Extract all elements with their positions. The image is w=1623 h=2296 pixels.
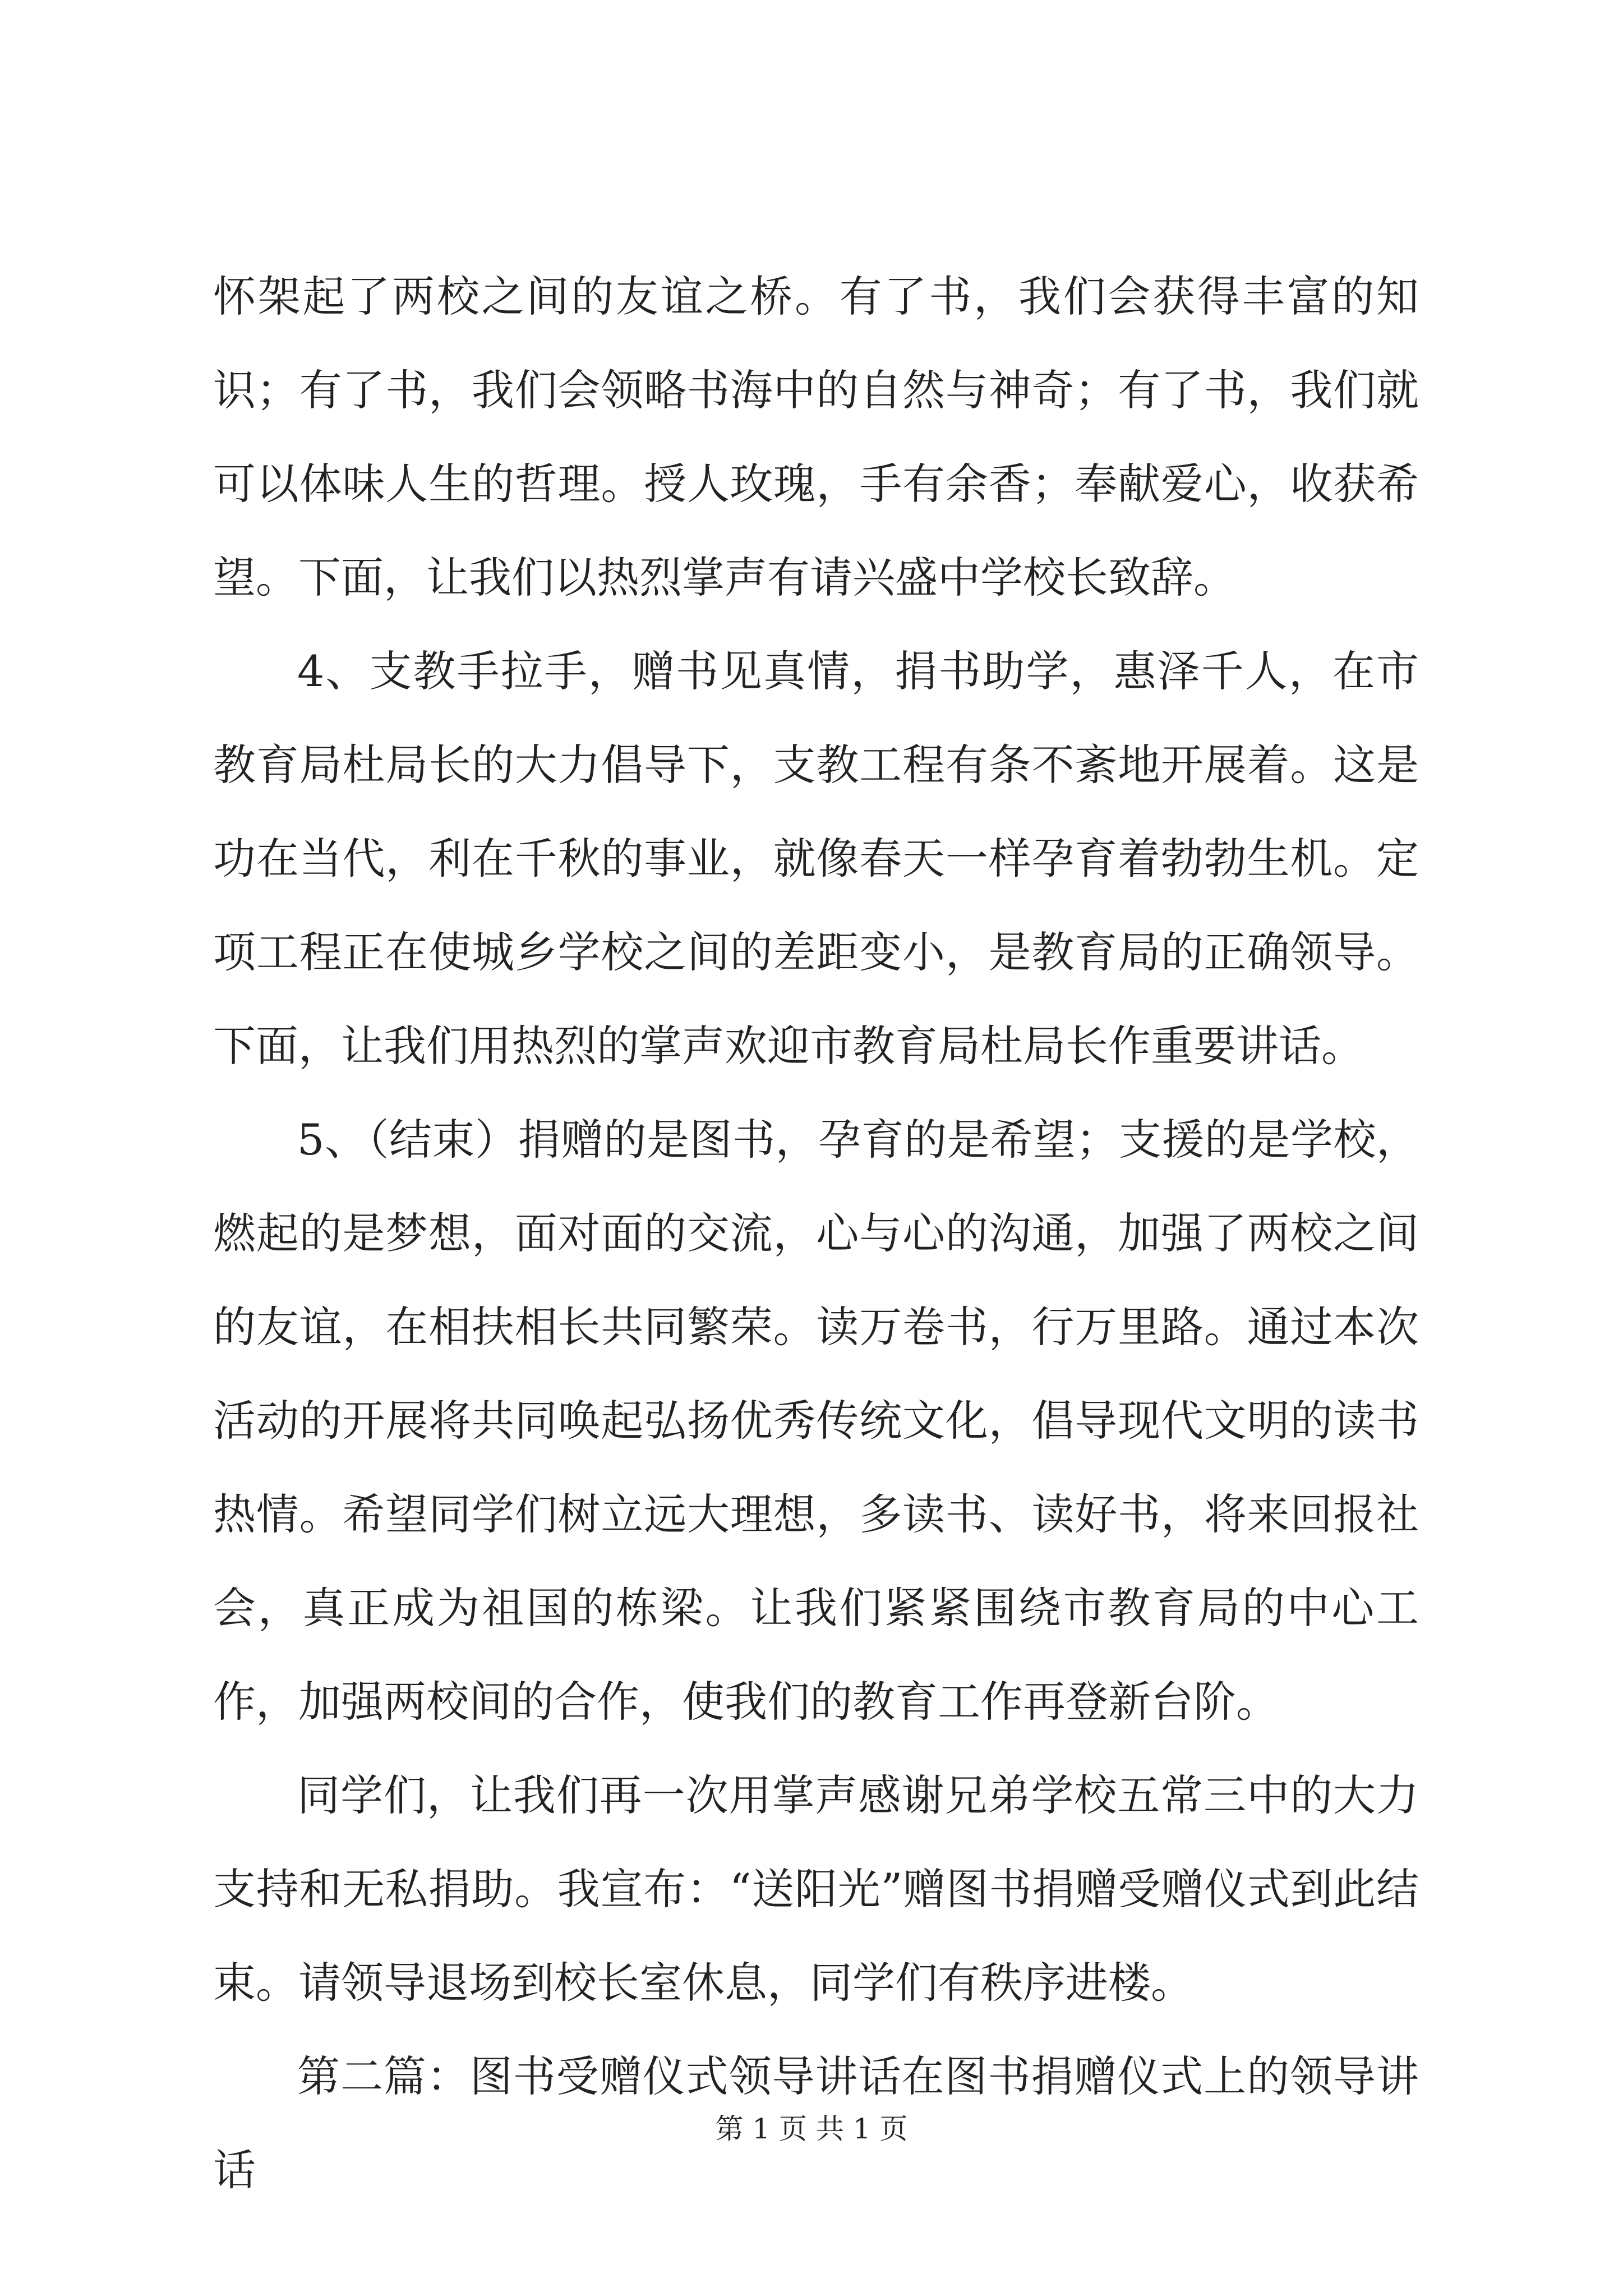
page-footer: 第 1 页 共 1 页 — [715, 2113, 908, 2145]
paragraph-item-4: 4、支教手拉手，赠书见真情，捐书助学，惠泽千人，在市教育局杜局长的大力倡导下，支教工程有条不紊地开展着。这是功在当代，利在千秋的事业，就像春天一样孕育着勃勃生机。定项工程正在使城乡学校之间的差距变小，是教育局的正确领导。下面，让我们用热烈的掌声欢迎市教育局杜局长作重要讲话。 — [213, 646, 1419, 1071]
document-body — [213, 250, 1419, 2217]
paragraph-continuation: 怀架起了两校之间的友谊之桥。有了书，我们会获得丰富的知识；有了书，我们会领略书海中的自然与神奇；有了书，我们就可以体味人生的哲理。授人玫瑰，手有余香；奉献爱心，收获希望。下面，让我们以热烈掌声有请兴盛中学校长致辞。 — [213, 272, 1419, 602]
paragraph-section-heading: 第二篇：图书受赠仪式领导讲话在图书捐赠仪式上的领导讲话 — [213, 2051, 1419, 2195]
paragraph-closing: 同学们，让我们再一次用掌声感谢兄弟学校五常三中的大力支持和无私捐助。我宣布：“送阳光”赠图书捐赠受赠仪式到此结束。请领导退场到校长室休息，同学们有秩序进楼。 — [213, 1770, 1419, 2008]
paragraph-item-5: 5、（结束）捐赠的是图书，孕育的是希望；支援的是学校，燃起的是梦想，面对面的交流，心与心的沟通，加强了两校之间的友谊，在相扶相长共同繁荣。读万卷书，行万里路。通过本次活动的开展将共同唤起弘扬优秀传统文化，倡导现代文明的读书热情。希望同学们树立远大理想，多读书、读好书，将来回报社会，真正成为祖国的栋梁。让我们紧紧围绕市教育局的中心工作，加强两校间的合作，使我们的教育工作再登新台阶。 — [213, 1115, 1419, 1727]
